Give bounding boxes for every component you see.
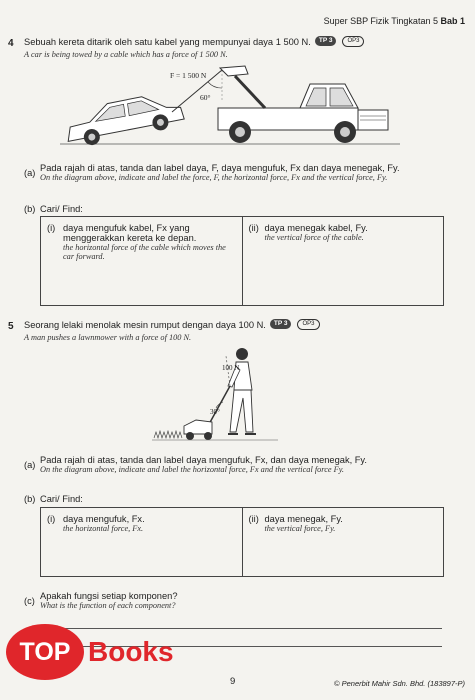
grass [154, 431, 182, 438]
q4-part-a-en: On the diagram above, indicate and label the force, F, the horizontal force, Fx and the vertical force, Fy. [40, 173, 388, 182]
q5-part-a-ms: Pada rajah di atas, tanda dan label daya mengufuk, Fx, dan daya menegak, Fy. [40, 455, 367, 465]
q5-answer-table [40, 507, 444, 577]
running-header [324, 16, 465, 26]
publisher-credit: © Penerbit Mahir Sdn. Bhd. (183897-P) [333, 679, 465, 688]
q4-cell-ii-en: the vertical force of the cable. [264, 233, 364, 242]
q5-angle-label: 30° [210, 408, 220, 416]
q5-cell-i-ms: daya mengufuk, Fx. [63, 514, 145, 524]
q4-part-b-find: Cari/ Find: [40, 204, 83, 214]
q4-part-a-label: (a) [24, 168, 36, 178]
q5-op-badge: OP3 [297, 319, 319, 330]
q4-tp-badge: TP 3 [315, 36, 337, 46]
page-number: 9 [230, 676, 236, 687]
q5-part-c [40, 591, 460, 610]
lawnmower [184, 420, 212, 440]
book-title: Super SBP Fizik Tingkatan 5 [323, 16, 438, 26]
q4-answer-cell-ii[interactable]: (ii) daya menegak kabel, Fy. the vertical force of the cable. [242, 217, 444, 305]
q5-part-a-en: On the diagram above, indicate and label the horizontal force, Fx and the vertical force Fy. [40, 465, 344, 474]
q4-cell-ii-ms: daya menegak kabel, Fy. [264, 223, 368, 233]
q4-cell-i-ms: daya mengufuk kabel, Fx yang menggerakkan kereta ke depan. [63, 223, 197, 243]
q4-op-badge: OP3 [342, 36, 364, 47]
angle-arc [208, 82, 222, 88]
q5-cell-i-en: the horizontal force, Fx. [63, 524, 144, 533]
lawnmower-diagram [150, 342, 280, 446]
watermark-text: Books [88, 636, 174, 667]
force-label: F = 1 500 N [170, 71, 207, 80]
q5-part-b-find: Cari/ Find: [40, 494, 83, 504]
q4-stem-en: A car is being towed by a cable which has a force of 1 500 N. [24, 50, 228, 59]
q4-answer-cell-i[interactable]: (i) daya mengufuk kabel, Fx yang menggerakkan kereta ke depan. the horizontal force of the cable which moves the car forward. [41, 217, 242, 305]
q5-part-a [40, 455, 470, 474]
watermark-disc: TOP [6, 624, 84, 680]
q4-number: 4 [8, 38, 14, 49]
q5-cell-ii-en: the vertical force, Fy. [264, 524, 336, 533]
q4-part-a-ms: Pada rajah di atas, tanda dan label daya, F, daya mengufuk, Fx dan daya menegak, Fy. [40, 163, 400, 173]
q5-answer-cell-ii[interactable]: (ii) daya menegak, Fy. the vertical force, Fy. [242, 508, 444, 576]
q5-cell-ii-ms: daya menegak, Fy. [264, 514, 343, 524]
q4-part-b-label: (b) [24, 204, 36, 214]
q4-part-a [40, 163, 470, 182]
q4-cell-i-en: the horizontal force of the cable which moves the car forward. [63, 243, 226, 261]
q5-part-c-ms: Apakah fungsi setiap komponen? [40, 591, 178, 601]
q5-part-c-label: (c) [24, 596, 35, 606]
q4-answer-table [40, 216, 444, 306]
q5-stem-ms: Seorang lelaki menolak mesin rumput dengan daya 100 N. [24, 320, 266, 330]
q5-answer-cell-i[interactable]: (i) daya mengufuk, Fx. the horizontal force, Fx. [47, 514, 145, 533]
q4-stem [24, 32, 464, 59]
q5-force-label: 100 N [222, 364, 240, 372]
tow-truck-diagram [60, 62, 400, 154]
man-figure [228, 348, 256, 434]
angle-label: 60° [200, 93, 211, 102]
towed-car [63, 91, 186, 148]
q5-tp-badge: TP 3 [270, 319, 292, 329]
chapter-label: Bab 1 [440, 16, 465, 26]
q4-stem-ms: Sebuah kereta ditarik oleh satu kabel yang mempunyai daya 1 500 N. [24, 37, 311, 47]
q5-part-c-en: What is the function of each component? [40, 601, 176, 610]
topbooks-watermark [6, 624, 174, 680]
tow-truck [218, 66, 388, 143]
q5-part-b-label: (b) [24, 494, 36, 504]
q5-part-a-label: (a) [24, 460, 36, 470]
q5-number: 5 [8, 321, 14, 332]
q5-stem [24, 315, 464, 342]
mower-handle [208, 386, 230, 426]
q5-stem-en: A man pushes a lawnmower with a force of 100 N. [24, 333, 192, 342]
